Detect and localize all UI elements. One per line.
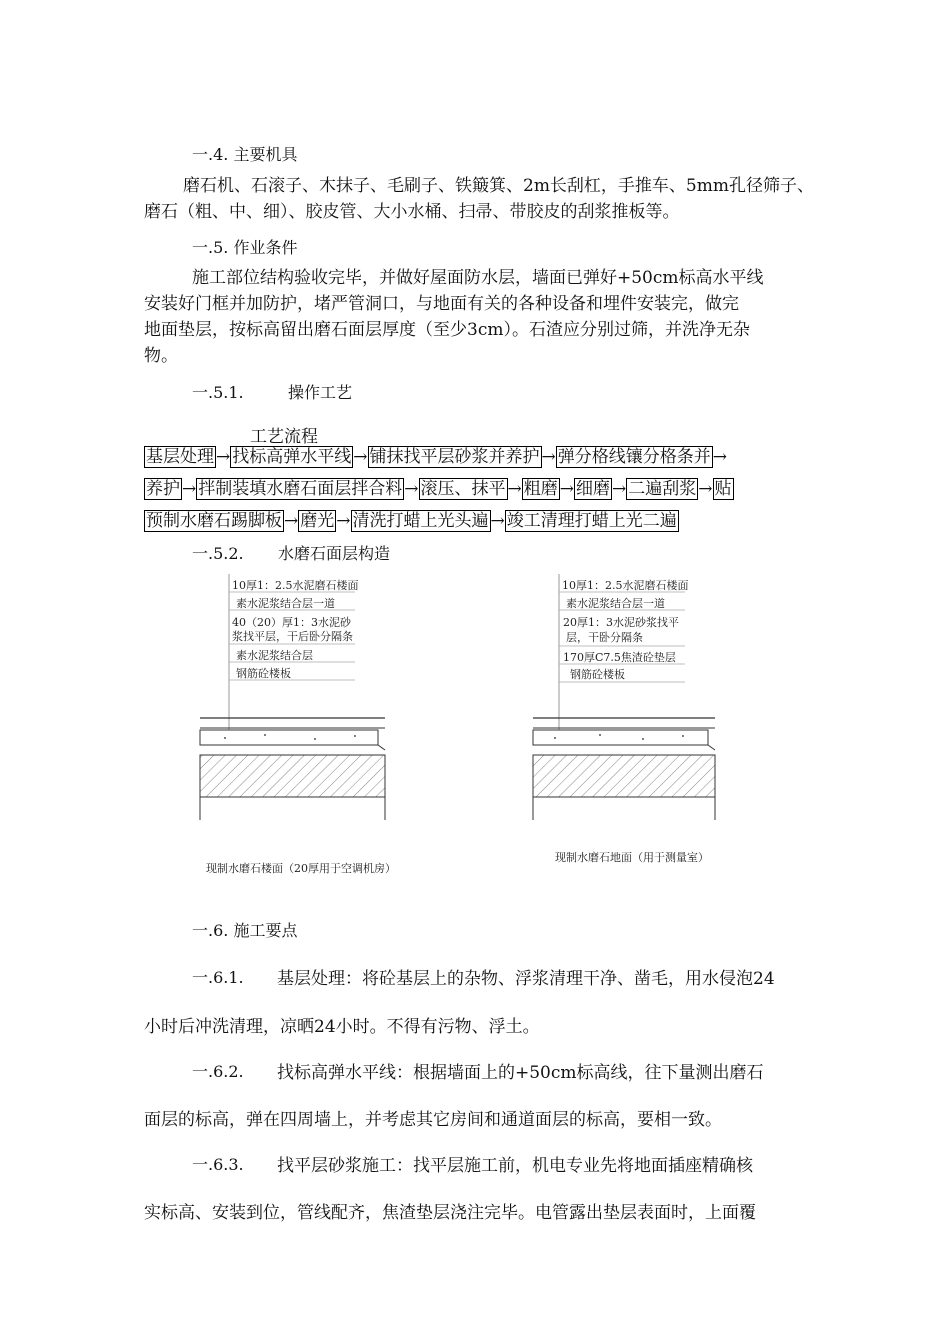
arrow-icon: → <box>507 479 522 499</box>
flow-step: 磨光 <box>300 511 335 531</box>
left-layer-label-1: 10厚1：2.5水泥磨石楼面 <box>232 579 359 592</box>
flow-step: 基层处理 <box>146 447 214 467</box>
flow-step: 预制水磨石踢脚板 <box>146 511 282 531</box>
flow-step: 二遍刮浆 <box>628 479 697 499</box>
section-1-6-2-line1: 找标高弹水平线：根据墙面上的+50cm标高线，往下量测出磨石 <box>277 1063 764 1083</box>
section-1-6-2-number: 一.6.2. <box>192 1062 244 1081</box>
arrow-icon: → <box>404 479 419 499</box>
right-layer-label-5: 170厚C7.5焦渣砼垫层 <box>563 651 676 664</box>
right-layer-label-2: 素水泥浆结合层一道 <box>566 597 665 610</box>
arrow-icon: → <box>559 479 574 499</box>
right-diagram-caption: 现制水磨石地面（用于测量室） <box>555 851 709 864</box>
section-1-5-2-title: 水磨石面层构造 <box>278 544 391 563</box>
arrow-icon: → <box>336 511 351 531</box>
section-1-6-title: 一.6. 施工要点 <box>192 921 298 940</box>
right-layer-label-6: 钢筋砼楼板 <box>570 668 625 681</box>
section-1-5-line2: 安装好门框并加防护，堵严管洞口，与地面有关的各种设备和埋件安装完，做完 <box>144 294 739 314</box>
arrow-icon: → <box>698 479 713 499</box>
section-1-5-line1: 施工部位结构验收完毕，并做好屋面防水层，墙面已弹好+50cm标高水平线 <box>192 268 764 288</box>
section-1-6-3-line2: 实标高、安装到位，管线配齐，焦渣垫层浇注完毕。电管露出垫层表面时，上面覆 <box>144 1203 756 1223</box>
section-1-4-line1: 磨石机、石滚子、木抹子、毛刷子、铁簸箕、2m长刮杠，手推车、5mm孔径筛子、 <box>183 176 814 196</box>
section-1-6-3-number: 一.6.3. <box>192 1155 244 1174</box>
flow-row-1 <box>144 446 727 468</box>
flow-step: 清洗打蜡上光头遍 <box>352 511 489 531</box>
flow-step: 粗磨 <box>523 479 558 499</box>
flow-step: 竣工清理打蜡上光二遍 <box>506 511 677 531</box>
section-1-6-1-line2: 小时后冲洗清理，凉晒24小时。不得有污物、浮土。 <box>144 1017 540 1037</box>
section-1-5-2-number: 一.5.2. <box>192 544 244 563</box>
flow-step: 铺抹找平层砂浆并养护 <box>369 447 540 467</box>
section-1-5-1-number: 一.5.1. <box>192 383 244 402</box>
flow-step: 养护 <box>146 479 180 499</box>
section-1-6-1-line1: 基层处理：将砼基层上的杂物、浮浆清理干净、凿毛，用水侵泡24 <box>277 969 775 989</box>
flow-row-3 <box>144 510 679 532</box>
section-1-6-2-line2: 面层的标高，弹在四周墙上，并考虑其它房间和通道面层的标高，要相一致。 <box>144 1110 722 1130</box>
arrow-icon: → <box>712 447 727 467</box>
right-layer-label-1: 10厚1：2.5水泥磨石楼面 <box>562 579 689 592</box>
arrow-icon: → <box>353 447 368 467</box>
flow-step: 贴 <box>714 479 732 499</box>
left-diagram-caption: 现制水磨石楼面（20厚用于空调机房） <box>206 862 396 875</box>
left-layer-label-4: 浆找平层，干后卧分隔条 <box>232 630 353 643</box>
left-layer-label-2: 素水泥浆结合层一道 <box>236 597 335 610</box>
right-layer-label-3: 20厚1：3水泥砂浆找平 <box>563 616 679 629</box>
section-1-5-line3: 地面垫层，按标高留出磨石面层厚度（至少3cm）。石渣应分别过筛，并洗净无杂 <box>144 320 750 340</box>
flow-step: 细磨 <box>576 479 610 499</box>
left-layer-label-3: 40（20）厚1：3水泥砂 <box>232 616 351 629</box>
right-layer-label-4: 层，干卧分隔条 <box>566 631 643 644</box>
section-1-4-title: 一.4. 主要机具 <box>192 145 298 164</box>
section-1-6-3-line1: 找平层砂浆施工：找平层施工前，机电专业先将地面插座精确核 <box>277 1156 753 1176</box>
arrow-icon: → <box>284 511 299 531</box>
flow-step: 找标高弹水平线 <box>232 447 352 467</box>
section-1-5-line4: 物。 <box>144 346 178 366</box>
arrow-icon: → <box>216 447 231 467</box>
arrow-icon: → <box>490 511 505 531</box>
left-layer-label-6: 钢筋砼楼板 <box>236 667 291 680</box>
flow-step: 滚压、抹平 <box>420 479 506 499</box>
section-1-6-1-number: 一.6.1. <box>192 968 244 987</box>
flow-step: 弹分格线镶分格条并 <box>557 447 711 467</box>
section-1-4-line2: 磨石（粗、中、细）、胶皮管、大小水桶、扫帚、带胶皮的刮浆推板等。 <box>144 202 680 222</box>
left-layer-label-5: 素水泥浆结合层 <box>236 649 313 662</box>
section-1-5-1-title: 操作工艺 <box>288 383 353 402</box>
arrow-icon: → <box>541 447 556 467</box>
flow-title: 工艺流程 <box>250 427 318 447</box>
arrow-icon: → <box>182 479 197 499</box>
arrow-icon: → <box>612 479 627 499</box>
flow-row-2 <box>144 478 734 500</box>
flow-step: 拌制装填水磨石面层拌合料 <box>198 479 403 499</box>
section-1-5-title: 一.5. 作业条件 <box>192 238 298 257</box>
